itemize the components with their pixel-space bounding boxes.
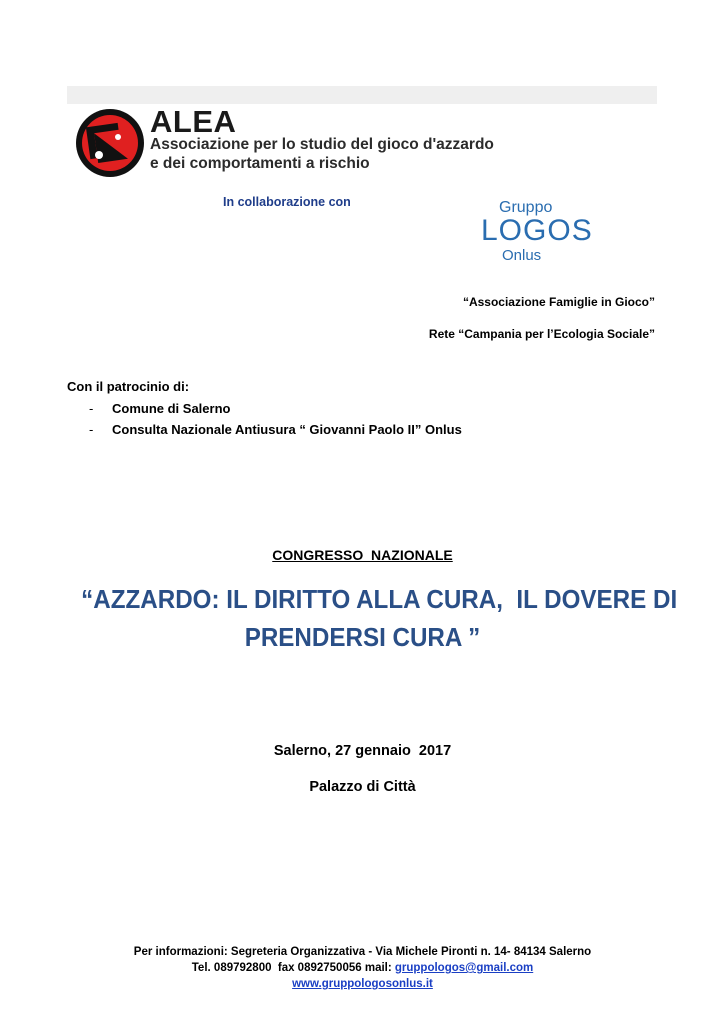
partner-rete: Rete “Campania per l’Ecologia Sociale” bbox=[428, 327, 655, 341]
event-title bbox=[81, 580, 678, 656]
website-link[interactable]: www.gruppologosonlus.it bbox=[292, 978, 433, 990]
alea-logo bbox=[74, 107, 146, 179]
patron-consulta: Consulta Nazionale Antiusura “ Giovanni Paolo II” Onlus bbox=[112, 422, 462, 437]
event-title-line2: PRENDERSI CURA ” bbox=[244, 622, 481, 652]
logos-main-text: LOGOS bbox=[481, 214, 593, 247]
email-link[interactable]: gruppologos@gmail.com bbox=[394, 962, 534, 974]
event-type: CONGRESSO NAZIONALE bbox=[272, 547, 453, 563]
collaboration-label: In collaborazione con bbox=[223, 195, 351, 209]
alea-subtitle-line2: e dei comportamenti a rischio bbox=[150, 155, 370, 172]
list-dash: - bbox=[89, 401, 94, 416]
list-item bbox=[67, 419, 462, 440]
alea-subtitle bbox=[150, 135, 494, 173]
patron-comune: Comune di Salerno bbox=[112, 401, 231, 416]
logos-gruppo-text: Gruppo bbox=[499, 199, 553, 216]
header-bar bbox=[67, 86, 657, 104]
patronage-list bbox=[67, 398, 462, 440]
logos-onlus-text: Onlus bbox=[502, 247, 542, 264]
event-date: Salerno, 27 gennaio 2017 bbox=[273, 743, 452, 759]
event-title-line1: “AZZARDO: IL DIRITTO ALLA CURA, IL DOVERE DI bbox=[81, 584, 678, 614]
footer-phone-fax: Tel. 089792800 fax 0892750056 mail: bbox=[191, 962, 395, 974]
list-dash: - bbox=[89, 422, 94, 437]
alea-subtitle-line1: Associazione per lo studio del gioco d'azzardo bbox=[150, 136, 494, 153]
list-item bbox=[67, 398, 462, 419]
partner-famiglie: “Associazione Famiglie in Gioco” bbox=[462, 295, 655, 309]
footer-contacts bbox=[0, 960, 725, 976]
patronage-heading: Con il patrocinio di: bbox=[67, 379, 190, 394]
event-place: Palazzo di Città bbox=[309, 779, 416, 795]
alea-title: ALEA bbox=[150, 104, 237, 139]
footer bbox=[0, 944, 725, 992]
footer-info: Per informazioni: Segreteria Organizzativa - Via Michele Pironti n. 14- 84134 Salerno bbox=[133, 946, 592, 958]
